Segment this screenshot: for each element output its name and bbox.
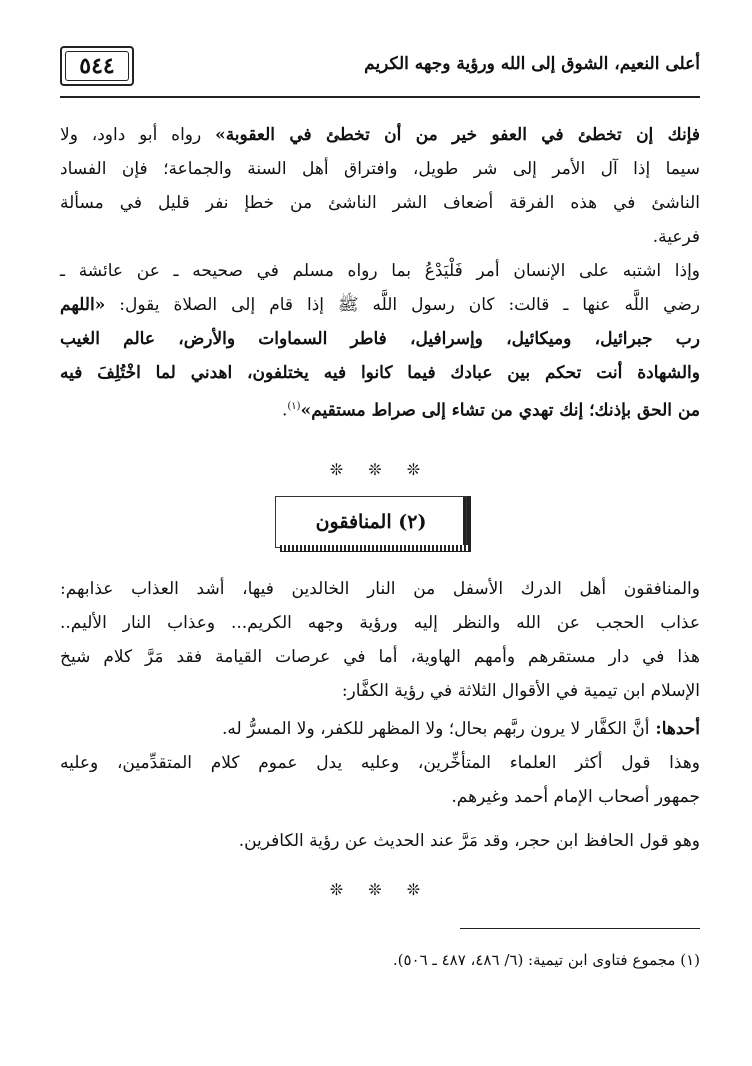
body-line-3: الناشئ في هذه الفرقة أضعاف الشر الناشئ من خطإ نفر قليل في مسألة [60, 193, 700, 213]
page-number-frame [60, 46, 134, 86]
body-line-8: والشهادة أنت تحكم بين عبادك فيما كانوا فيه يختلفون، اهدني لما اخْتُلِفَ فيه [60, 363, 700, 383]
body-line-9 [60, 390, 700, 428]
body-line-5: وإذا اشتبه على الإنسان أمر فَلْيَدْعُ بما رواه مسلم في صحيحه ـ عن عائشة ـ [60, 261, 700, 281]
page-number: ٥٤٤ [79, 53, 115, 79]
body-text: رواه أبو داود، ولا [60, 125, 216, 145]
section-heading: (٢) المنافقون [275, 496, 467, 548]
body-text: أنَّ الكفَّار لا يرون ربَّهم بحال؛ ولا المظهر للكفر، ولا المسرُّ له. [222, 719, 650, 739]
footnote: (١) مجموع فتاوى ابن تيمية: (٦/ ٤٨٦، ٤٨٧ ـ ٥٠٦). [392, 951, 700, 969]
section-line-4: الإسلام ابن تيمية في الأقوال الثلاثة في رؤية الكفَّار: [341, 681, 700, 701]
section-line-8: وهو قول الحافظ ابن حجر، وقد مَرَّ عند الحديث عن رؤية الكافرين. [238, 831, 700, 851]
header-rule [60, 96, 700, 98]
body-line-1 [60, 118, 700, 152]
section-line-6: وهذا قول أكثر العلماء المتأخِّرين، وعليه يدل عموم كلام المتقدِّمين، وعليه [60, 753, 700, 773]
section-line-3: هذا في دار مستقرهم وأمهم الهاوية، أما في عرصات القيامة فقد مَرَّ كلام شيخ [60, 647, 700, 667]
footnote-ref: (١) [287, 401, 301, 412]
section-line-7: جمهور أصحاب الإمام أحمد وغيرهم. [451, 787, 700, 807]
section-line-1: والمنافقون أهل الدرك الأسفل من النار الخالدين فيها، أشد العذاب عذابهم: [60, 579, 700, 599]
body-text: رضي اللَّه عنها ـ قالت: كان رسول اللَّه ﷺ إذا قام إلى الصلاة يقول: [105, 295, 700, 315]
page-header [60, 38, 700, 90]
item-label: أحدها: [649, 719, 700, 739]
quote-bold: فإنك إن تخطئ في العفو خير من أن تخطئ في العقوبة» [215, 125, 700, 145]
body-line-7: رب جبرائيل، وميكائيل، وإسرافيل، فاطر السماوات والأرض، عالم الغيب [60, 329, 700, 349]
body-text: . [281, 400, 288, 421]
quote-bold: من الحق بإذنك؛ إنك تهدي من تشاء إلى صراط مستقيم» [300, 400, 700, 421]
quote-bold: «اللهم [60, 295, 106, 315]
separator-stars: ❊ ❊ ❊ [329, 460, 431, 479]
body-line-4: فرعية. [652, 227, 700, 247]
running-title: أعلى النعيم، الشوق إلى الله ورؤية وجهه الكريم [364, 54, 700, 74]
heading-ornament-underline [280, 545, 470, 552]
body-line-6 [60, 288, 700, 322]
section-line-2: عذاب الحجب عن الله والنظر إليه ورؤية وجهه الكريم... وعذاب النار الأليم.. [60, 613, 700, 633]
section-line-5 [60, 712, 700, 746]
footnote-rule [460, 928, 700, 929]
separator-stars-2: ❊ ❊ ❊ [329, 880, 431, 899]
body-line-2: سيما إذا آل الأمر إلى شر طويل، وافتراق أهل السنة والجماعة؛ فإن الفساد [60, 159, 700, 179]
